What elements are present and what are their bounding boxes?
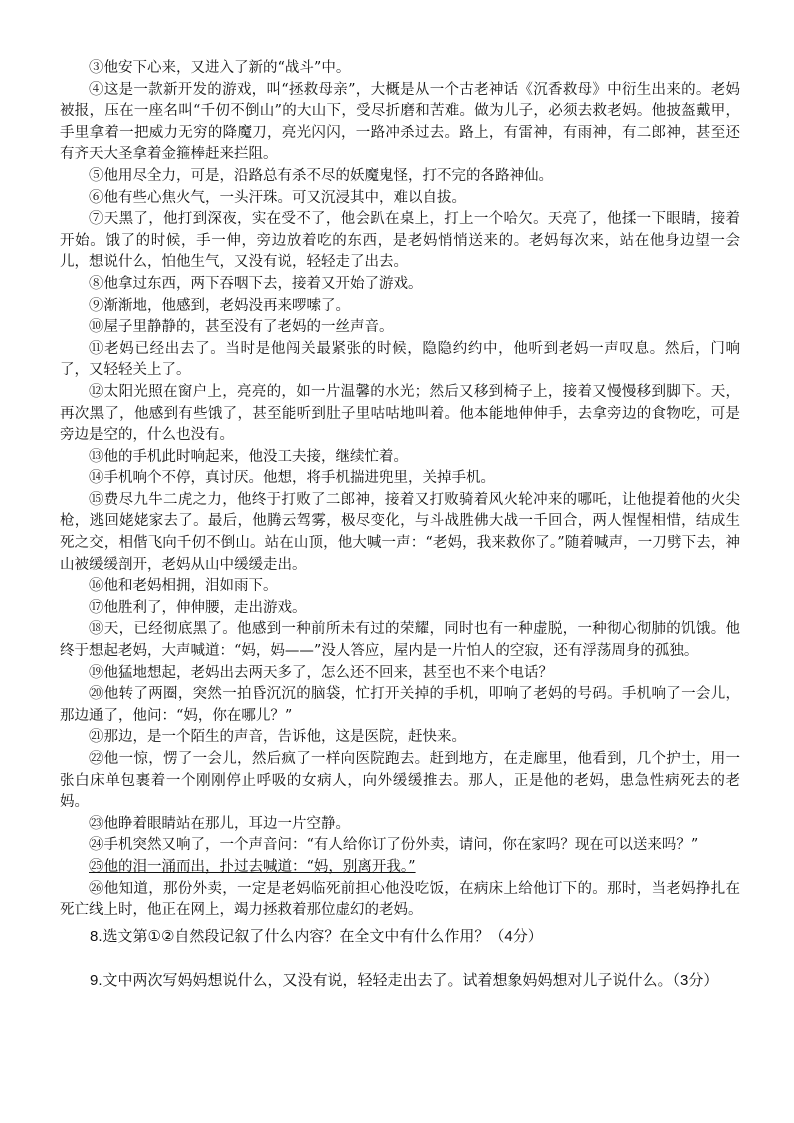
paragraph-19: ⑲他猛地想起，老妈出去两天多了，怎么还不回来，甚至也不来个电话？ bbox=[89, 664, 553, 681]
paragraph-17: ⑰他胜利了，伸伸腰，走出游戏。 bbox=[89, 599, 307, 616]
paragraph-3: ③他安下心来，又进入了新的“战斗”中。 bbox=[89, 60, 351, 76]
paragraph-18: ⑱天，已经彻底黑了。他感到一种前所未有过的荣耀，同时也有一种虚脱，一种彻心彻肺的饥饿。他终于想起老妈，大声喊道：“妈，妈——”没人答应，屋内是一片怕人的空寂，还有浮荡周身的孤独。 bbox=[60, 621, 740, 660]
paragraph-20: ⑳他转了两圈，突然一拍昏沉沉的脑袋，忙打开关掉的手机，叩响了老妈的号码。手机响了一会儿，那边通了，他问：“妈，你在哪儿？” bbox=[60, 686, 740, 724]
paragraph-26: ㉖他知道，那份外卖，一定是老妈临死前担心他没吃饭，在病床上给他订下的。那时，当老妈挣扎在死亡线上时，他正在网上，竭力拯救着那位虚幻的老妈。 bbox=[60, 880, 740, 919]
paragraph-12: ⑫太阳光照在窗户上，亮亮的，如一片温馨的水光；然后又移到椅子上，接着又慢慢移到脚下。天，再次黑了，他感到有些饿了，甚至能听到肚子里咕咕地叫着。他本能地伸伸手，去拿旁边的食物吃，可是旁边是空的，什么也没有。 bbox=[60, 383, 740, 444]
paragraph-23: ㉓他睁着眼睛站在那儿，耳边一片空静。 bbox=[89, 815, 350, 832]
paragraph-14: ⑭手机响个不停，真讨厌。他想，将手机揣进兜里，关掉手机。 bbox=[89, 470, 495, 487]
paragraph-10: ⑩屋子里静静的，甚至没有了老妈的一丝声音。 bbox=[89, 319, 394, 336]
paragraph-7: ⑦天黑了，他打到深夜，实在受不了，他会趴在桌上，打上一个哈欠。天亮了，他揉一下眼睛，接着开始。饿了的时候，手一伸，旁边放着吃的东西，是老妈悄悄送来的。老妈每次来，站在他身边望一会儿，想说什么，怕他生气，又没有说，轻轻走了出去。 bbox=[60, 211, 740, 271]
paragraph-21: ㉑那边，是一个陌生的声音，告诉他，这是医院，赶快来。 bbox=[89, 729, 466, 746]
question-8: 8.选文第①②自然段记叙了什么内容？在全文中有什么作用？（4分） bbox=[90, 927, 543, 945]
paragraph-5: ⑤他用尽全力，可是，沿路总有杀不尽的妖魔鬼怪，打不完的各路神仙。 bbox=[89, 167, 553, 184]
paragraph-24: ㉔手机突然又响了，一个声音问：“有人给你订了份外卖，请问，你在家吗？现在可以送来吗？” bbox=[89, 837, 699, 854]
paragraph-22: ㉒他一惊，愣了一会儿，然后疯了一样向医院跑去。赶到地方，在走廊里，他看到，几个护士，用一张白床单包裹着一个刚刚停止呼吸的女病人，向外缓缓推去。那人，正是他的老妈，患急性病死去的老妈。 bbox=[60, 751, 740, 811]
paragraph-6: ⑥他有些心焦火气，一头汗珠。可又沉浸其中，难以自拔。 bbox=[89, 189, 466, 206]
paragraph-25 bbox=[60, 857, 740, 879]
document-page bbox=[60, 58, 740, 992]
underlined-sentence: ㉕他的泪一涌而出，扑过去喊道：“妈，别离开我。” bbox=[89, 858, 416, 875]
paragraph-15: ⑮费尽九牛二虎之力，他终于打败了二郎神，接着又打败骑着风火轮冲来的哪吒，让他提着他的火尖枪，逃回姥姥家去了。最后，他腾云驾雾，极尽变化，与斗战胜佛大战一千回合，两人惺惺相惜，结成生死之交，相偕飞向千仞不倒山。站在山顶，他大喊一声：“老妈，我来救你了。”随着喊声，一刀劈下去，神山被缓缓剖开，老妈从山中缓缓走出。 bbox=[60, 491, 740, 573]
question-9: 9.文中两次写妈妈想说什么，又没有说，轻轻走出去了。试着想象妈妈想对儿子说什么。（3分） bbox=[90, 971, 719, 989]
paragraph-13: ⑬他的手机此时响起来，他没工夫接，继续忙着。 bbox=[89, 448, 408, 465]
paragraph-8: ⑧他拿过东西，两下吞咽下去，接着又开始了游戏。 bbox=[89, 275, 423, 292]
paragraph-16: ⑯他和老妈相拥，泪如雨下。 bbox=[89, 578, 278, 595]
paragraph-11: ⑪老妈已经出去了。当时是他闯关最紧张的时候，隐隐约约中，他听到老妈一声叹息。然后，门响了，又轻轻关上了。 bbox=[60, 340, 740, 379]
paragraph-4: ④这是一款新开发的游戏，叫“拯救母亲”，大概是从一个古老神话《沉香救母》中衍生出来的。老妈被报，压在一座名叫“千仞不倒山”的大山下，受尽折磨和苦难。做为儿子，必须去救老妈。他披盔戴甲，手里拿着一把威力无穷的降魔刀，亮光闪闪，一路冲杀过去。路上，有雷神，有雨神，有二郎神，甚至还有齐天大圣拿着金箍棒赶来拦阻。 bbox=[60, 81, 740, 163]
paragraph-9: ⑨渐渐地，他感到，老妈没再来啰嗦了。 bbox=[89, 297, 350, 314]
